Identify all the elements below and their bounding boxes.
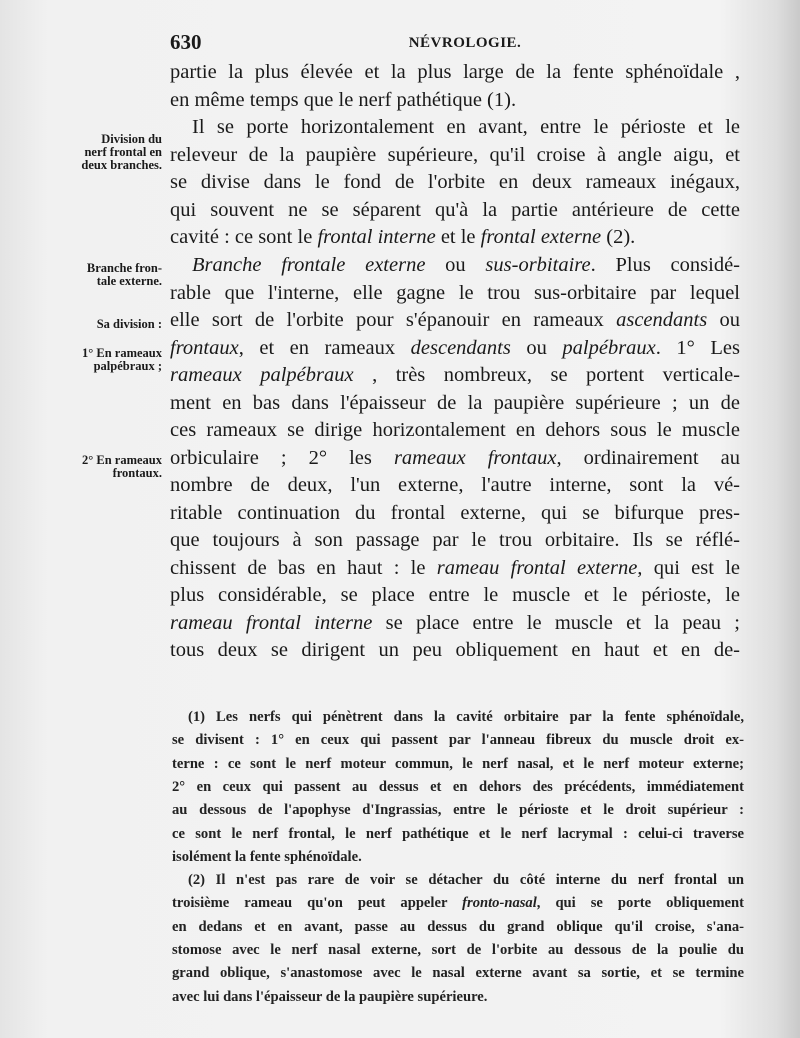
text-line [170, 471, 740, 499]
text-segment: ces rameaux se dirige horizontalement en dehors sous le muscle [170, 419, 740, 441]
margin-note-line: nerf frontal en [84, 145, 162, 159]
text-segment: . Plus considé- [590, 254, 740, 276]
text-segment: en dedans et en avant, passe au dessus du grand oblique qu'il croise, s'ana- [172, 918, 744, 935]
text-segment: grand oblique, s'anastomose avec le nasal externe avant sa sortie, et se termine [172, 965, 744, 982]
text-segment: au dessous de l'apophyse d'Ingrassias, entre le périoste et le droit supérieur : [172, 802, 744, 819]
margin-note [81, 133, 162, 172]
text-segment: se place entre le muscle et la peau ; [372, 612, 740, 634]
text-segment: elle sort de l'orbite pour s'épanouir en rameaux [170, 309, 617, 331]
text-segment: . 1° Les [655, 337, 740, 359]
footnote-line [172, 892, 744, 915]
text-line [170, 636, 740, 664]
margin-note-line: deux branches. [81, 158, 162, 172]
text-segment: et le [435, 226, 481, 248]
footnote-line [172, 776, 744, 799]
italic-term: rameau frontal interne [170, 612, 373, 634]
footnote-line [172, 986, 744, 1009]
footnote-line [172, 962, 744, 985]
text-segment: nombre de deux, l'un externe, l'autre interne, sont la vé- [170, 474, 740, 496]
text-line [170, 554, 740, 582]
text-segment: ment en bas dans l'épaisseur de la paupière supérieure ; un de [170, 392, 740, 414]
text-line [170, 416, 740, 444]
text-line [170, 444, 740, 472]
text-segment: isolément la fente sphénoïdale. [172, 848, 362, 865]
text-segment: , qui se porte obliquement [536, 895, 744, 912]
text-line [170, 609, 740, 637]
text-line [170, 58, 740, 86]
text-segment: chissent de bas en haut : le [170, 557, 437, 579]
footnote-line [172, 706, 744, 729]
text-segment: avec lui dans l'épaisseur de la paupière supérieure. [172, 988, 488, 1005]
text-line [170, 334, 740, 362]
text-segment: cavité : ce sont le [170, 226, 318, 248]
footnote-line [172, 753, 744, 776]
text-line [170, 389, 740, 417]
text-segment: ou [425, 254, 486, 276]
text-line [170, 251, 740, 279]
margin-note-line: tale externe. [96, 274, 162, 288]
text-line [170, 223, 740, 251]
text-segment: en même temps que le nerf pathétique (1). [170, 89, 517, 111]
text-segment: (2). [601, 226, 636, 248]
text-line [170, 86, 740, 114]
footnote-line [172, 799, 744, 822]
text-segment: se divise dans le fond de l'orbite en deux rameaux inégaux, [170, 171, 740, 193]
margin-note-line: Branche fron- [86, 261, 162, 275]
text-segment: orbiculaire ; 2° les [170, 447, 394, 469]
footnote-line [172, 846, 744, 869]
margin-note-line: palpébraux ; [93, 359, 162, 373]
text-segment: , ordinairement au [556, 447, 741, 469]
footnote-line [172, 823, 744, 846]
text-segment: ou [510, 337, 563, 359]
text-segment: releveur de la paupière supérieure, qu'il croise à angle aigu, et [170, 144, 740, 166]
text-segment: troisième rameau qu'on peut appeler [172, 895, 463, 912]
italic-term: descendants [410, 337, 511, 359]
text-line [170, 113, 740, 141]
text-segment: ritable continuation du frontal externe, qui se bifurque pres- [170, 502, 740, 524]
page-number: 630 [170, 30, 202, 54]
text-line [170, 196, 740, 224]
footnote-line [172, 939, 744, 962]
text-segment: (1) Les nerfs qui pénètrent dans la cavité orbitaire par la fente sphénoïdale, [188, 709, 744, 725]
text-line [170, 279, 740, 307]
running-head: NÉVROLOGIE. [408, 35, 522, 51]
text-segment: , très nombreux, se portent verticale- [353, 364, 740, 386]
italic-term: sus-orbitaire [485, 254, 591, 276]
text-line [170, 168, 740, 196]
margin-note-line: frontaux. [112, 466, 162, 480]
text-segment: (2) Il n'est pas rare de voir se détacher du côté interne du nerf frontal un [188, 872, 744, 889]
text-line [170, 141, 740, 169]
footnote-line [172, 869, 744, 892]
italic-term: ascendants [616, 309, 708, 331]
italic-term: rameaux frontaux [393, 447, 557, 469]
text-line [170, 526, 740, 554]
footnote-line [172, 916, 744, 939]
text-segment: se divisent : 1° en ceux qui passent par l'anneau fibreux du muscle droit ex- [172, 732, 744, 749]
text-segment: , et en rameaux [238, 337, 411, 359]
text-segment: que toujours à son passage par le trou orbitaire. Ils se réflé- [170, 529, 740, 551]
text-line [170, 581, 740, 609]
text-segment: tous deux se dirigent un peu obliquement en haut et en de- [170, 639, 740, 661]
margin-note [97, 318, 162, 331]
text-line [170, 361, 740, 389]
italic-term: frontal interne [317, 226, 436, 248]
italic-term: fronto-nasal [462, 895, 537, 912]
margin-note-line: 1° En rameaux [82, 346, 162, 360]
margin-note [87, 262, 162, 288]
italic-term: frontaux [170, 337, 239, 359]
italic-term: Branche frontale externe [192, 254, 426, 276]
text-segment: ou [707, 309, 741, 331]
italic-term: rameau frontal externe, [436, 557, 643, 579]
margin-note-line: Sa division : [96, 317, 162, 331]
text-line [170, 306, 740, 334]
text-segment: plus considérable, se place entre le muscle et le périoste, le [170, 584, 740, 606]
margin-note [82, 454, 162, 480]
italic-term: frontal externe [480, 226, 602, 248]
margin-note-line: Division du [101, 132, 162, 146]
text-segment: ce sont le nerf frontal, le nerf pathétique et le nerf lacrymal : celui-ci traverse [172, 825, 744, 842]
text-segment: Il se porte horizontalement en avant, entre le périoste et le [192, 116, 740, 138]
text-segment: rable que l'interne, elle gagne le trou sus-orbitaire par lequel [170, 282, 740, 304]
footnote-line [172, 729, 744, 752]
text-segment: 2° en ceux qui passent au dessus et en dehors des précédents, immédiatement [172, 778, 744, 795]
text-segment: qui souvent ne se séparent qu'à la partie antérieure de cette [170, 199, 740, 221]
italic-term: palpébraux [562, 337, 656, 359]
margin-note [82, 347, 162, 373]
text-segment: qui est le [642, 557, 740, 579]
text-segment: stomose avec le nerf nasal externe, sort de l'orbite au dessous de la poulie du [172, 942, 744, 958]
margin-note-line: 2° En rameaux [82, 453, 162, 467]
text-line [170, 499, 740, 527]
text-segment: partie la plus élevée et la plus large de la fente sphénoïdale , [170, 61, 740, 83]
italic-term: rameaux palpébraux [170, 364, 354, 386]
text-segment: terne : ce sont le nerf moteur commun, le nerf nasal, et le nerf moteur externe; [172, 755, 744, 772]
